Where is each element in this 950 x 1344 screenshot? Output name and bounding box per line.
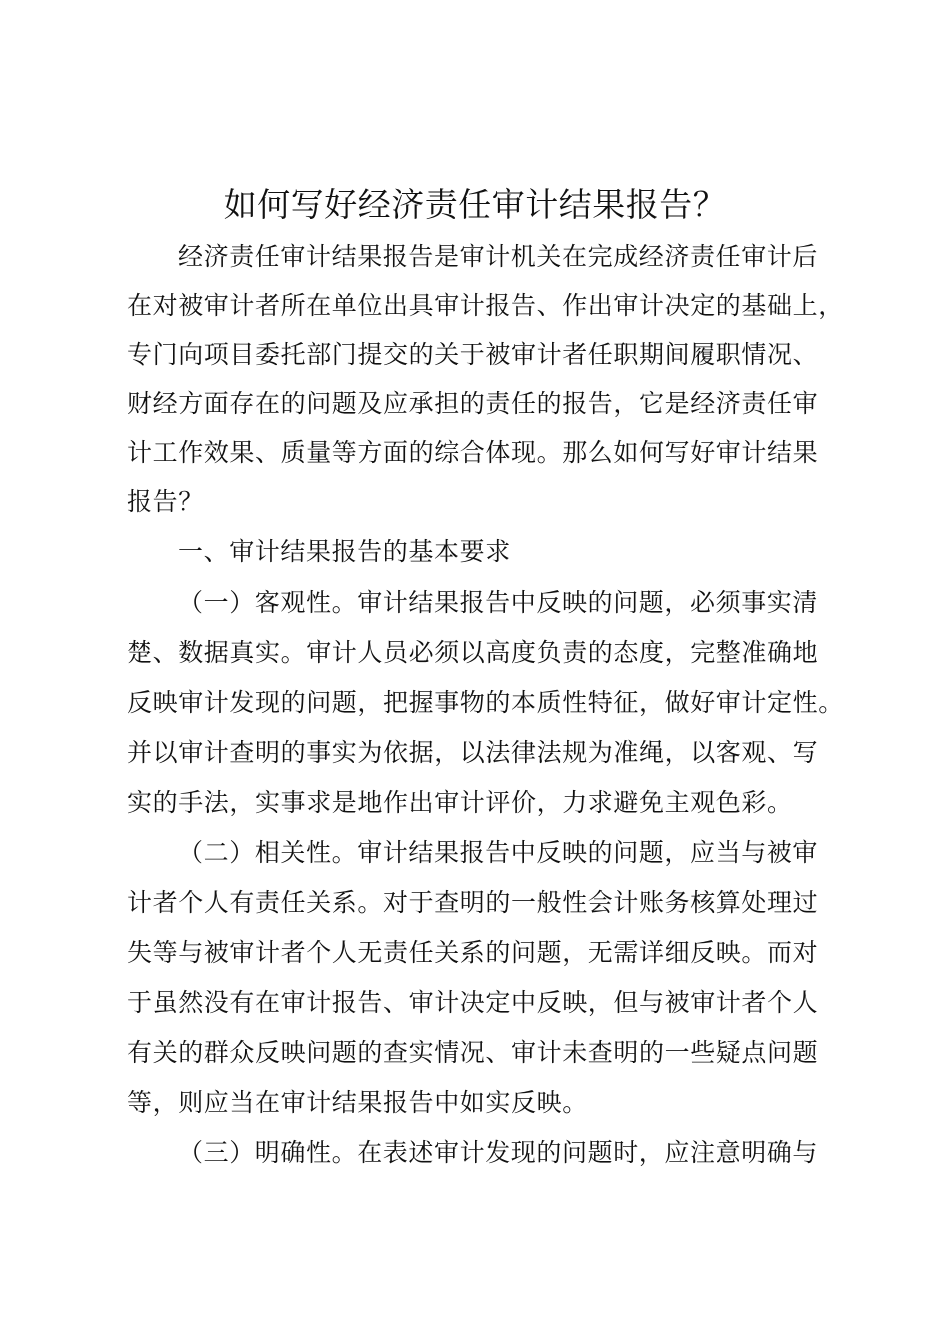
paragraph-line: 反映审计发现的问题，把握事物的本质性特征，做好审计定性。: [127, 688, 844, 717]
intro-line: 计工作效果、质量等方面的综合体现。那么如何写好审计结果: [127, 438, 819, 467]
paragraph-line: （三）明确性。在表述审计发现的问题时，应注意明确与: [178, 1138, 819, 1167]
intro-line: 财经方面存在的问题及应承担的责任的报告，它是经济责任审: [127, 389, 819, 418]
intro-line: 在对被审计者所在单位出具审计报告、作出审计决定的基础上，: [127, 291, 844, 320]
paragraph-line: （一）客观性。审计结果报告中反映的问题，必须事实清: [178, 588, 819, 617]
intro-line: 经济责任审计结果报告是审计机关在完成经济责任审计后: [178, 242, 819, 271]
paragraph-line: 楚、数据真实。审计人员必须以高度负责的态度，完整准确地: [127, 638, 819, 667]
intro-line: 专门向项目委托部门提交的关于被审计者任职期间履职情况、: [127, 340, 819, 369]
paragraph-line: （二）相关性。审计结果报告中反映的问题，应当与被审: [178, 838, 819, 867]
paragraph-line: 等，则应当在审计结果报告中如实反映。: [127, 1088, 588, 1117]
paragraph-line: 于虽然没有在审计报告、审计决定中反映，但与被审计者个人: [127, 988, 819, 1017]
intro-line: 报告？: [127, 487, 204, 516]
document-title: 如何写好经济责任审计结果报告？: [223, 185, 727, 224]
paragraph-line: 实的手法，实事求是地作出审计评价，力求避免主观色彩。: [127, 788, 793, 817]
paragraph-line: 并以审计查明的事实为依据，以法律法规为准绳，以客观、写: [127, 738, 819, 767]
paragraph-line: 计者个人有责任关系。对于查明的一般性会计账务核算处理过: [127, 888, 819, 917]
paragraph-line: 失等与被审计者个人无责任关系的问题，无需详细反映。而对: [127, 938, 819, 967]
paragraph-line: 有关的群众反映问题的查实情况、审计未查明的一些疑点问题: [127, 1038, 819, 1067]
section-heading: 一、审计结果报告的基本要求: [178, 537, 511, 566]
